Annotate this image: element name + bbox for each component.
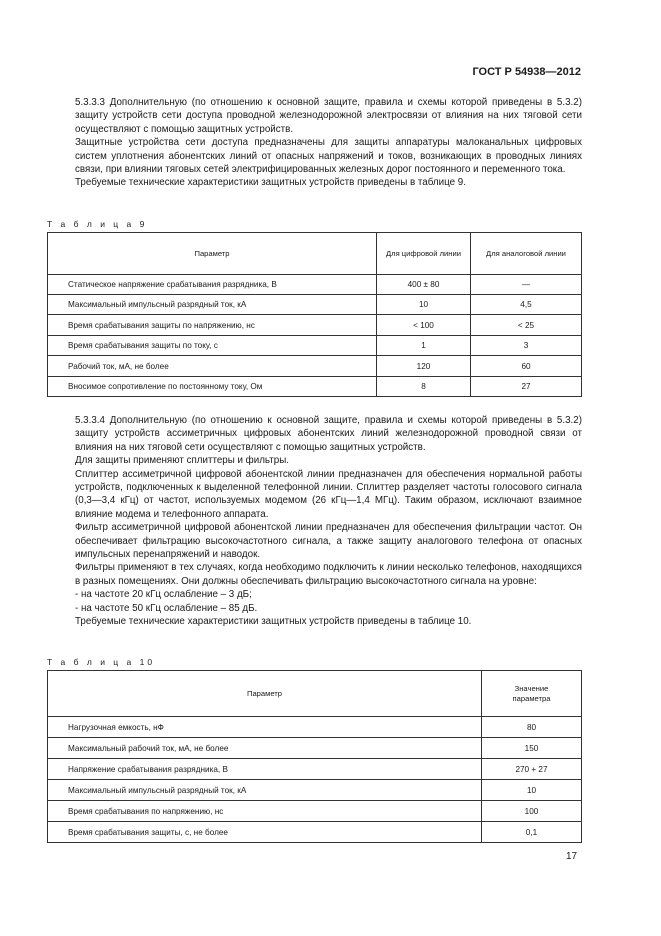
table-cell: Вносимое сопротивление по постоянному току, Ом xyxy=(48,377,377,397)
table-cell: 27 xyxy=(471,377,582,397)
table-cell: 100 xyxy=(482,801,582,822)
column-header: Параметр xyxy=(48,671,482,717)
table-row xyxy=(48,275,582,295)
table-row xyxy=(48,315,582,336)
table-cell: 270 + 27 xyxy=(482,759,582,780)
table-cell: 60 xyxy=(471,356,582,377)
section-5-3-3-4 xyxy=(47,414,582,629)
table-cell: Время срабатывания по напряжению, нс xyxy=(48,801,482,822)
table-row xyxy=(48,759,582,780)
paragraph: Фильтры применяют в тех случаях, когда необходимо подключить к линии несколько телефонов, находящихся в разных помещениях. Они должны обеспечивать фильтрацию высокочастотного сигнала на уровне: xyxy=(75,562,582,587)
table-cell: 8 xyxy=(377,377,471,397)
paragraph: Фильтр ассиметричной цифровой абонентской линии предназначен для обеспечения фильтрации частот. Он обеспечивает фильтрацию высокочастотного сигнала, а также защиту аналогового телефона от опасных импульсных перенапряжений и наводок. xyxy=(75,522,582,561)
table-row xyxy=(48,717,582,738)
paragraph: Требуемые технические характеристики защитных устройств приведены в таблице 9. xyxy=(75,177,466,189)
table-cell: 4,5 xyxy=(471,295,582,315)
table-cell: 150 xyxy=(482,738,582,759)
table-10 xyxy=(47,670,582,843)
table-cell: 10 xyxy=(482,780,582,801)
column-header: Для цифровой линии xyxy=(377,233,471,275)
section-5-3-3-3 xyxy=(47,96,582,190)
table-header-row xyxy=(48,233,582,275)
table-cell: Максимальный рабочий ток, мА, не более xyxy=(48,738,482,759)
table-cell: Время срабатывания защиты по току, с xyxy=(48,336,377,356)
table-row xyxy=(48,377,582,397)
paragraph: Для защиты применяют сплиттеры и фильтры. xyxy=(75,455,289,467)
table-cell: 3 xyxy=(471,336,582,356)
column-header: Значение параметра xyxy=(482,671,582,717)
table-row xyxy=(48,295,582,315)
table-cell: < 100 xyxy=(377,315,471,336)
table-9 xyxy=(47,232,582,397)
table-cell: 80 xyxy=(482,717,582,738)
list-item: - на частоте 20 кГц ослабление – 3 дБ; xyxy=(75,589,252,601)
table-cell: Статическое напряжение срабатывания разрядника, В xyxy=(48,275,377,295)
page-number: 17 xyxy=(566,851,578,862)
table-9-caption: Т а б л и ц а 9 xyxy=(47,219,148,229)
table-row xyxy=(48,356,582,377)
table-cell: Время срабатывания защиты, с, не более xyxy=(48,822,482,843)
document-code: ГОСТ Р 54938—2012 xyxy=(472,66,581,78)
table-row xyxy=(48,738,582,759)
table-row xyxy=(48,336,582,356)
table-cell: Нагрузочная емкость, нФ xyxy=(48,717,482,738)
table-cell: 400 ± 80 xyxy=(377,275,471,295)
table-cell: — xyxy=(471,275,582,295)
table-row xyxy=(48,801,582,822)
paragraph: 5.3.3.4 Дополнительную (по отношению к основной защите, правила и схемы которой приведены в 5.3.2) защиту устройств ассиметричных цифровых абонентских линий железнодорожной проводной связи от влияния на них тяговой сети осуществляют с помощью защитных устройств. xyxy=(75,415,582,453)
table-cell: Рабочий ток, мА, не более xyxy=(48,356,377,377)
table-cell: 120 xyxy=(377,356,471,377)
column-header: Параметр xyxy=(48,233,377,275)
table-cell: < 25 xyxy=(471,315,582,336)
paragraph: 5.3.3.3 Дополнительную (по отношению к основной защите, правила и схемы которой приведены в 5.3.2) защиту устройств сети доступа проводной железнодорожной электросвязи от влияния на них тяговой сети осуществляют с помощью защитных устройств. xyxy=(75,97,582,135)
table-cell: Напряжение срабатывания разрядника, В xyxy=(48,759,482,780)
table-cell: Максимальный импульсный разрядный ток, кА xyxy=(48,295,377,315)
table-cell: Время срабатывания защиты по напряжению, нс xyxy=(48,315,377,336)
table-cell: 1 xyxy=(377,336,471,356)
table-cell: 0,1 xyxy=(482,822,582,843)
table-cell: 10 xyxy=(377,295,471,315)
table-row xyxy=(48,780,582,801)
paragraph: Сплиттер ассиметричной цифровой абонентской линии предназначен для обеспечения нормальной работы устройств, подключенных к выделенной телефонной линии. Сплиттер разделяет частоты голосового сигнала (0,3—3,4 кГц) от частот, используемых модемом (26 кГц—1,4 МГц). Таким образом, исключают взаимное влияние модема и телефонного аппарата. xyxy=(75,468,582,520)
paragraph: Защитные устройства сети доступа предназначены для защиты аппаратуры малоканальных цифровых систем уплотнения абонентских линий от опасных напряжений и токов, возникающих в проводных линиях связи, при влиянии тяговых сетей электрифицированных железных дорог постоянного и переменного тока. xyxy=(75,137,582,176)
paragraph: Требуемые технические характеристики защитных устройств приведены в таблице 10. xyxy=(75,616,472,628)
list-item: - на частоте 50 кГц ослабление – 85 дБ. xyxy=(75,602,258,614)
table-10-caption: Т а б л и ц а 10 xyxy=(47,657,156,667)
table-row xyxy=(48,822,582,843)
column-header: Для аналоговой линии xyxy=(471,233,582,275)
table-header-row xyxy=(48,671,582,717)
table-cell: Максимальный импульсный разрядный ток, кА xyxy=(48,780,482,801)
